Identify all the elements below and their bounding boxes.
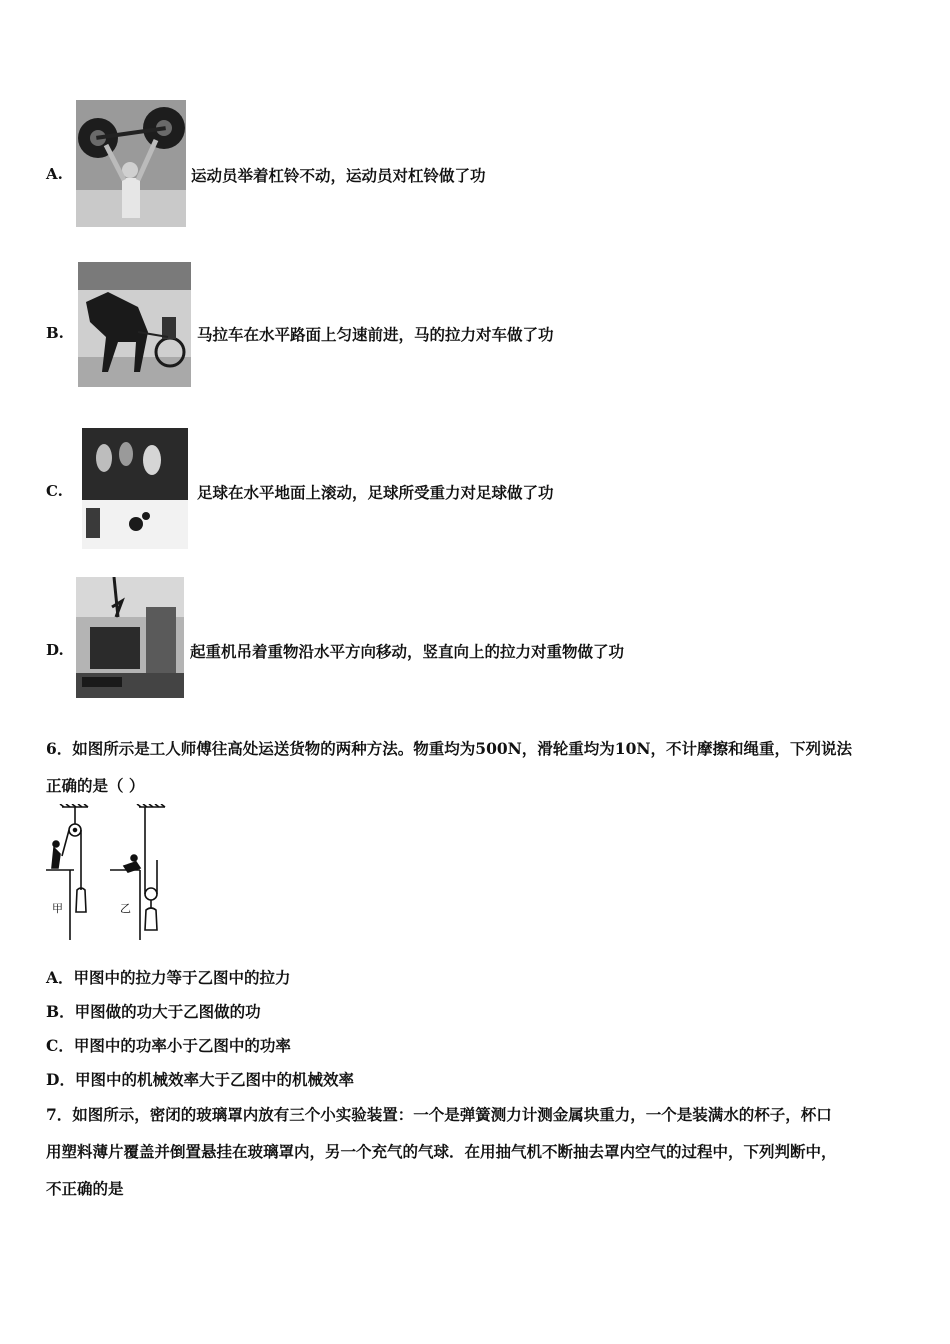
option-a-text: 运动员举着杠铃不动，运动员对杠铃做了功 (191, 166, 486, 185)
horse-cart-photo (78, 262, 191, 387)
weightlifter-photo (76, 100, 186, 227)
figure-label-yi: 乙 (120, 902, 131, 915)
q6-stem-line2: 正确的是（ ） (46, 776, 145, 795)
q6-choice-b: B．甲图做的功大于乙图做的功 (46, 1002, 261, 1021)
q7-stem-line1: 7．如图所示，密闭的玻璃罩内放有三个小实验装置：一个是弹簧测力计测金属块重力，一个是装满水的杯子，杯口 (46, 1105, 832, 1124)
option-d-text: 起重机吊着重物沿水平方向移动，竖直向上的拉力对重物做了功 (190, 642, 625, 661)
crane-photo (76, 577, 184, 698)
option-c-label: C. (46, 482, 63, 500)
q7-stem-line2: 用塑料薄片覆盖并倒置悬挂在玻璃罩内，另一个充气的气球．在用抽气机不断抽去罩内空气的过程中，下列判断中， (46, 1142, 837, 1161)
option-b-text: 马拉车在水平路面上匀速前进，马的拉力对车做了功 (197, 325, 554, 344)
fixed-pulley-diagram (46, 804, 88, 940)
football-photo (82, 428, 188, 549)
q6-choice-d: D．甲图中的机械效率大于乙图中的机械效率 (46, 1070, 354, 1089)
option-c-text: 足球在水平地面上滚动，足球所受重力对足球做了功 (197, 483, 554, 502)
option-b-label: B. (46, 324, 64, 342)
option-d-label: D. (46, 641, 64, 659)
pulley-figure (44, 804, 184, 944)
q6-choice-a: A．甲图中的拉力等于乙图中的拉力 (46, 968, 291, 987)
q7-stem-line3: 不正确的是 (46, 1179, 124, 1198)
option-a-label: A. (46, 165, 63, 183)
q6-stem-line1: 6．如图所示是工人师傅往高处运送货物的两种方法。物重均为500N，滑轮重均为10N，不计摩擦和绳重，下列说法 (46, 739, 853, 758)
q6-choice-c: C．甲图中的功率小于乙图中的功率 (46, 1036, 291, 1055)
movable-pulley-diagram (110, 804, 165, 940)
figure-label-jia: 甲 (52, 902, 63, 915)
